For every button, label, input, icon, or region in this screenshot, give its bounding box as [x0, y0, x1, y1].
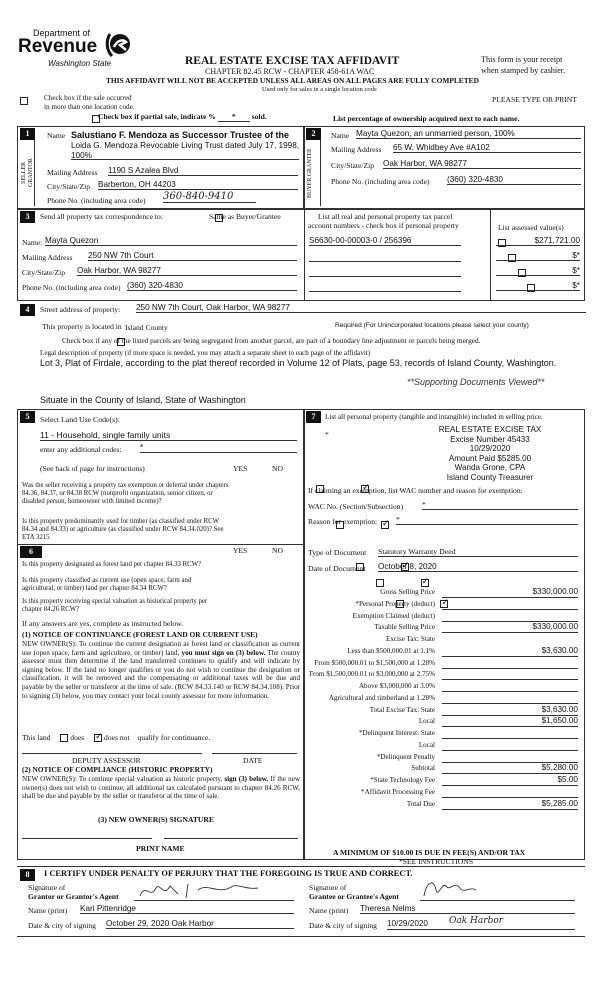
street-address-input[interactable]: 250 NW 7th Court, Oak Harbor, WA 98277	[136, 303, 586, 313]
notice-compliance-part-b: If the new owner(s) does not wish to continue, all additional tax calculated pursuant to chapter 84.26 RCW, shall be due and payable by the seller or transferor at the time of sale.	[22, 775, 300, 801]
assessed-value-input[interactable]: $*	[496, 266, 580, 276]
additional-codes-label: enter any additional codes:	[40, 445, 122, 454]
seller-city-label: City/State/Zip	[47, 182, 91, 191]
receipt-note-1: This form is your receipt	[481, 55, 563, 64]
grantee-sig-label-2: Grantee or Grantee's Agent	[309, 892, 399, 901]
section-8-number: 8	[20, 869, 35, 881]
notice-compliance-bold: sign (3) below.	[224, 775, 269, 783]
notice-continuance-part-a: NEW OWNER(S): To continue the current designation as forest land or classification as current use (open space, farm and agriculture, or timber) land,	[22, 640, 300, 657]
grantee-name-input[interactable]: Theresa Nelms	[360, 904, 575, 914]
grantor-sig-label-1: Signature of	[28, 883, 66, 892]
grantor-name-label: Name (print)	[28, 906, 68, 915]
buyer-name-input[interactable]: Mayta Quezon, an unmarried person, 100%	[356, 129, 581, 139]
seller-grantor-label: SELLER GRANTOR	[21, 158, 34, 188]
print-name-label: PRINT NAME	[136, 844, 185, 853]
type-or-print: PLEASE TYPE OR PRINT	[492, 95, 577, 104]
corr-name-input[interactable]: Mayta Quezon	[45, 236, 297, 246]
parcel-header-1: List all real and personal property tax parcel	[318, 212, 453, 221]
notice-continuance-text	[22, 640, 300, 700]
seller-mailing-label: Mailing Address	[47, 168, 98, 177]
legal-description-label: Legal description of property (if more space is needed, you may attach a separate sheet to each page of the affidavit)	[40, 349, 371, 357]
new-owner-print-line[interactable]	[164, 838, 298, 839]
seller-phone-label: Phone No. (including area code)	[47, 196, 146, 205]
doc-type-label: Type of Document	[308, 548, 367, 557]
grantee-signature-scribble	[420, 876, 500, 900]
section-6-divider	[17, 544, 304, 545]
grantor-signature-scribble	[138, 880, 278, 900]
dor-logo	[18, 28, 128, 72]
section-4-number: 4	[20, 304, 35, 316]
corr-city-input[interactable]: Oak Harbor, WA 98277	[77, 266, 297, 276]
exemption-question: Was the seller receiving a property tax exemption or deferral under chapters 84.36, 84.37, or 84.38 RCW (nonprofit organization, senior citizen, or disabled person, homeowner with limited income)?	[22, 482, 229, 505]
tax-line-label: Gross Selling Price	[380, 588, 435, 596]
section-7-number: 7	[306, 411, 321, 423]
this-land-label: This land	[22, 733, 51, 742]
tax-line-label: Local	[418, 740, 435, 749]
seller-name-rest: Loida G. Mendoza Revocable Living Trust dated July 17, 1998, 100%	[71, 141, 300, 160]
partial-sale-percent[interactable]: *	[218, 112, 250, 122]
corr-city-label: City/State/Zip	[22, 268, 66, 277]
located-in-label: This property is located in	[42, 322, 122, 331]
form-chapter: CHAPTER 82.45 RCW - CHAPTER 458-61A WAC	[205, 67, 375, 76]
buyer-city-input[interactable]: Oak Harbor, WA 98277	[383, 159, 581, 169]
corr-mailing-label: Mailing Address	[22, 253, 73, 262]
perjury-certification: I CERTIFY UNDER PENALTY OF PERJURY THAT THE FOREGOING IS TRUE AND CORRECT.	[44, 869, 413, 878]
tax-line-value[interactable]: $330,000.00	[442, 587, 578, 598]
situate-text: Situate in the County of Island, State of Washington	[40, 395, 246, 405]
tax-line-label: Total Due	[406, 799, 435, 808]
tax-line-value[interactable]: $5,285.00	[442, 799, 578, 810]
seller-name-label: Name	[47, 131, 66, 140]
section-3-value-divider	[490, 209, 491, 301]
grantor-name-input[interactable]: Kari Pittenridge	[80, 904, 294, 914]
ownership-note: List percentage of ownership acquired next to each name.	[333, 114, 520, 123]
doc-date-input[interactable]: October 8, 2020	[378, 562, 578, 572]
wac-input[interactable]: *	[422, 500, 578, 510]
corr-phone-input[interactable]: (360) 320-4830	[127, 281, 297, 291]
same-as-buyer-label: Same as Buyer/Grantee	[209, 212, 281, 221]
grantor-signature-field[interactable]	[134, 884, 294, 901]
section-1-number: 1	[20, 128, 35, 140]
tax-line-label: From $1,500,000.01 to $3,000,000 at 2.75%	[309, 670, 435, 679]
buyer-name-label: Name	[331, 131, 350, 140]
parcel-account-input[interactable]	[309, 281, 461, 292]
stamp-line: 10/29/2020	[469, 444, 511, 454]
tax-line-label: *Delinquent Penalty	[376, 752, 435, 761]
seller-name[interactable]	[71, 130, 301, 161]
tax-line-label: Exemption Claimed (deduct)	[352, 611, 435, 620]
tax-line-value[interactable]: $3,630.00	[442, 646, 578, 657]
multi-location-checkbox[interactable]	[20, 97, 28, 105]
qualify-label: qualify for continuance.	[137, 733, 211, 742]
tax-line-value[interactable]	[442, 740, 578, 751]
parcel-account-input[interactable]	[309, 266, 461, 277]
tax-line-label: Taxable Selling Price	[374, 623, 435, 632]
tax-line-label: Excise Tax: State	[385, 635, 435, 643]
grantee-date-label: Date & city of signing	[309, 921, 377, 930]
timber-question: Is this property predominantly used for timber (as classified under RCW 84.34 and 84.33) or agriculture (as classified under RCW 84.34.020)? See ETA 3215	[22, 518, 224, 541]
tax-line-value[interactable]	[442, 658, 578, 669]
deputy-assessor-signature-line[interactable]	[22, 753, 202, 754]
corr-phone-label: Phone No. (including area code)	[22, 283, 121, 292]
assessed-value-input[interactable]: $*	[496, 281, 580, 291]
assessor-date-line[interactable]	[212, 753, 297, 754]
buyer-phone-label: Phone No. (including area code)	[331, 177, 430, 186]
seller-city-input[interactable]: Barberton, OH 44203	[98, 180, 298, 190]
no-header: NO	[272, 546, 283, 555]
parcel-account-input[interactable]	[309, 251, 461, 262]
instructions-note: (See back of page for instructions)	[40, 464, 145, 473]
section-2-number: 2	[306, 128, 321, 140]
tax-line-label: *State Technology Fee	[370, 776, 435, 784]
notice-continuance-bold: you must sign on (3) below.	[181, 648, 266, 657]
stamp-line: REAL ESTATE EXCISE TAX	[438, 425, 542, 434]
tax-line-value[interactable]	[442, 599, 578, 610]
tax-line-value[interactable]	[442, 669, 578, 680]
buyer-city-label: City/State/Zip	[331, 161, 375, 170]
no-header: NO	[272, 464, 283, 473]
county-required-note: Required (For Unincorporated locations please select your county)	[335, 322, 529, 329]
street-address-label: Street address of property:	[40, 305, 121, 314]
assessed-value-input[interactable]: $*	[496, 251, 580, 261]
grantee-city-handwritten: Oak Harbor	[449, 916, 504, 926]
partial-sale-suffix: sold.	[251, 112, 267, 121]
tax-line-value[interactable]: $3,630.00	[442, 705, 578, 716]
grantor-sig-label-2: Grantor or Grantor's Agent	[28, 892, 119, 901]
tax-line-label: Above $3,000,000 at 3.0%	[358, 682, 435, 690]
logo-state: Washington State	[48, 59, 112, 68]
tax-line-value[interactable]	[442, 728, 578, 739]
tax-line-value[interactable]	[442, 681, 578, 692]
legal-description-text[interactable]: Lot 3, Plat of Firdale, according to the plat thereof recorded in Volume 12 of Plats, page 53, records of Island County, Washington.	[40, 358, 557, 368]
tax-line-value[interactable]	[442, 787, 578, 798]
deputy-assessor-label: DEPUTY ASSESSOR	[72, 756, 141, 765]
county-select[interactable]: Island County	[125, 323, 168, 332]
exemption-reason-label: Reason for exemption:	[308, 517, 378, 526]
tax-line-value[interactable]: $1,650.00	[442, 716, 578, 727]
tax-line-value[interactable]: $330,000.00	[442, 622, 578, 633]
stamp-line: Excise Number 45433	[450, 434, 530, 444]
notice-continuance-title: (1) NOTICE OF CONTINUANCE (FOREST LAND OR CURRENT USE)	[22, 630, 258, 639]
partial-sale-prefix: Check box if partial sale, indicate %	[98, 112, 216, 121]
seller-phone-input[interactable]: 360-840-9410	[163, 191, 256, 203]
tax-line-label: Local	[418, 717, 435, 726]
notice-compliance-text	[22, 775, 300, 801]
stamp-line: Wanda Grone, CPA	[454, 463, 526, 473]
section-3-number: 3	[20, 211, 35, 223]
corr-mailing-input[interactable]: 250 NW 7th Court	[88, 251, 297, 261]
stamp-line: Amount Paid $5285.00	[448, 453, 532, 463]
land-use-label: Select Land Use Code(s):	[40, 415, 120, 424]
does-qualify-checkbox[interactable]	[60, 734, 68, 742]
segregated-parcel-label: Check box if any of the listed parcels are being segregated from another parcel, are part of a boundary line adjustment or parcels being merged.	[62, 336, 481, 345]
new-owner-signature-label: (3) NEW OWNER(S) SIGNATURE	[98, 815, 214, 824]
tax-line-value[interactable]	[442, 752, 578, 763]
grantee-signature-field[interactable]	[420, 884, 575, 901]
does-not-label: does not	[104, 733, 130, 742]
tax-line-label: From $500,000.01 to $1,500,000 at 1.28%	[314, 658, 435, 667]
notice-compliance-part-a: NEW OWNER(S): To continue special valuation as historic property,	[22, 775, 223, 783]
section-6-number: 6	[20, 546, 42, 558]
tax-line-label: *Personal Property (deduct)	[355, 599, 435, 608]
yes-header: YES	[233, 464, 248, 473]
seller-name-bold: Salustiano F. Mendoza as Successor Trustee of the	[71, 130, 290, 140]
section-3-divider	[304, 209, 305, 301]
exemption-reason-input[interactable]: *	[396, 515, 578, 525]
stamp-line: Island County Treasurer	[446, 472, 534, 482]
grantee-sig-label-1: Signature of	[309, 883, 347, 892]
partial-sale-label	[98, 112, 267, 122]
personal-property-input[interactable]: *	[325, 430, 329, 439]
multi-location-label-2: in more than one location code.	[44, 103, 135, 111]
additional-codes-input[interactable]: *	[140, 443, 297, 453]
logo-revenue: Revenue	[18, 36, 98, 57]
grantor-date-input[interactable]: October 29, 2020 Oak Harbor	[106, 919, 294, 929]
tax-line-label: Agricultural and timberland at 1.28%	[328, 693, 435, 702]
parcel-account-input[interactable]: S6630-00-00003-0 / 256396	[309, 236, 461, 246]
current-use-question: Is this property classified as current use (open space, farm and agricultural, or timber) land per chapter 84.34 RCW?	[22, 577, 192, 592]
seller-mailing-input[interactable]: 1190 S Azalea Blvd	[108, 166, 298, 176]
tax-line-label: Total Excise Tax: State	[369, 705, 435, 714]
section-5-number: 5	[20, 411, 35, 423]
date-label: DATE	[243, 756, 263, 765]
assessed-header: List assessed value(s)	[498, 223, 564, 232]
receipt-note-2: when stamped by cashier.	[481, 66, 566, 75]
form-title: REAL ESTATE EXCISE TAX AFFIDAVIT	[185, 55, 400, 67]
multi-location-label-1: Check box if the sale occurred	[44, 94, 132, 102]
treasurer-stamp	[420, 425, 560, 483]
wac-label: WAC No. (Section/Subsection)	[308, 502, 404, 511]
tax-line-label: *Delinquent Interest: State	[358, 729, 435, 737]
does-not-qualify-checkbox[interactable]	[94, 734, 102, 742]
grantee-date-input: 10/29/2020	[387, 919, 428, 928]
if-yes-instructions: If any answers are yes, complete as instructed below.	[22, 619, 184, 628]
buyer-mailing-label: Mailing Address	[331, 145, 382, 154]
logo-dept-line: Department of	[33, 28, 91, 38]
form-single-location: Used only for sales in a single location code	[262, 86, 377, 93]
tax-line-label: *Affidavit Processing Fee	[361, 787, 435, 796]
does-label: does	[70, 733, 85, 742]
tax-line-value[interactable]	[442, 611, 578, 622]
notice-compliance-title: (2) NOTICE OF COMPLIANCE (HISTORIC PROPERTY)	[22, 765, 213, 774]
historical-question: Is this property receiving special valuation as historical property per chapter 84.26 RCW?	[22, 598, 208, 613]
doc-date-label: Date of Document	[308, 564, 366, 573]
tax-line-value[interactable]: $5,280.00	[442, 763, 578, 774]
tax-line-label: Less than $500,000.01 at 1.1%	[347, 646, 435, 655]
tax-line-value[interactable]	[442, 693, 578, 704]
new-owner-signature-line[interactable]	[22, 838, 152, 839]
supporting-docs-note: **Supporting Documents Viewed**	[407, 377, 545, 387]
corr-name-label: Name:	[22, 238, 43, 247]
form-warning: THIS AFFIDAVIT WILL NOT BE ACCEPTED UNLESS ALL AREAS ON ALL PAGES ARE FULLY COMPLETED	[106, 76, 479, 85]
personal-property-heading: List all personal property (tangible and intangible) included in selling price.	[325, 413, 543, 421]
grantee-name-label: Name (print)	[309, 906, 349, 915]
tax-line-value[interactable]: $5.00	[442, 775, 578, 786]
grantee-date-field[interactable]	[387, 916, 575, 930]
tax-line-label: Subtotal	[411, 764, 435, 773]
see-instructions-note: *SEE INSTRUCTIONS	[399, 857, 474, 866]
assessed-value-input[interactable]: $271,721.00	[496, 236, 580, 246]
parcel-header-2: account numbers - check box if personal property	[308, 221, 459, 230]
minimum-due-note: A MINIMUM OF $10.00 IS DUE IN FEE(S) AND/OR TAX	[333, 848, 526, 857]
dor-logo-icon	[104, 30, 130, 58]
continuance-row	[22, 733, 210, 742]
buyer-phone-input[interactable]: (360) 320-4830	[447, 175, 581, 185]
buyer-mailing-input[interactable]: 65 W. Whidbey Ave #A102	[393, 143, 581, 153]
exemption-claim-label: If claiming an exemption, list WAC number and reason for exemption:	[308, 486, 523, 495]
seller-name-underline	[71, 159, 299, 160]
grantor-date-label: Date & city of signing	[28, 921, 96, 930]
correspondence-heading: Send all property tax correspondence to:	[40, 212, 163, 221]
doc-type-input[interactable]: Statutory Warranty Deed	[378, 547, 578, 557]
forest-land-question: Is this property designated as forest land per chapter 84.33 RCW?	[22, 561, 202, 568]
buyer-grantee-label: BUYER GRANTEE	[307, 148, 313, 198]
yes-header: YES	[233, 546, 248, 555]
notice-continuance-part-b: The county assessor must then determine if the land transferred continues to qualify and will indicate by signing below. If the land no longer qualifies or you do not wish to continue the designation or classification, it will be removed and the compensating or additional taxes will be due and payable by the seller or transferor at the time of sale. (RCW 84.33.140 or RCW 84.34.108). Prior to signing (3) below, you may contact your local county assessor for more information.	[22, 648, 300, 700]
land-use-select[interactable]: 11 - Household, single family units	[40, 430, 297, 441]
